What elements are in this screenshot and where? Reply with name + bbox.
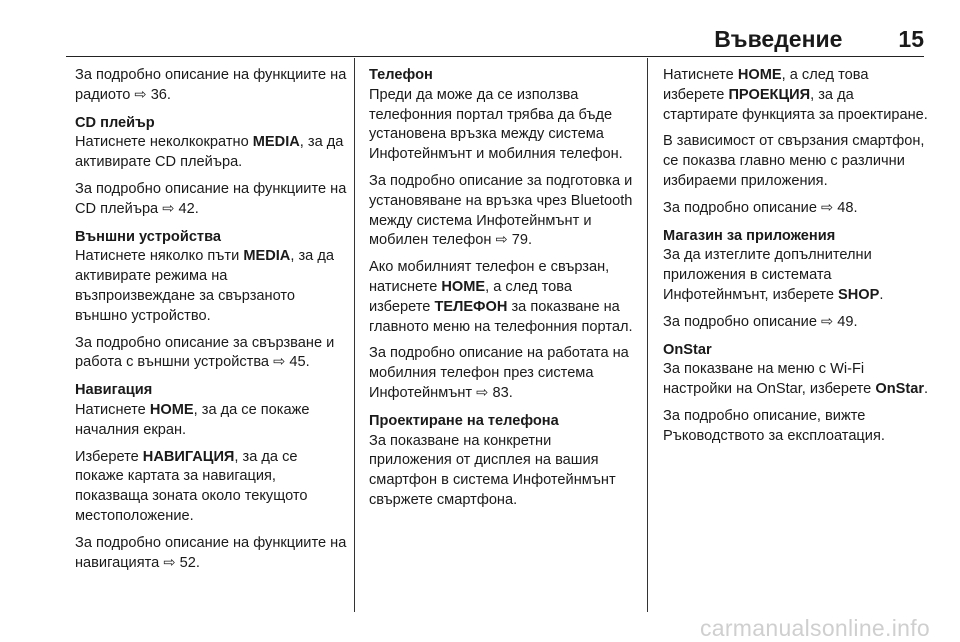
page-reference-link[interactable]: 83: [492, 384, 509, 401]
paragraph-projection-ref: За подробно описание ⇨ 48.: [663, 199, 858, 216]
paragraph-phone-connected: Ако мобилният телефон е свързан, натиснете HOME, а след това изберете ТЕЛЕФОН за показване на главното меню на телефонния портал.: [369, 259, 633, 335]
paragraph-radio-ref: За подробно описание на функциите на радиото ⇨ 36.: [75, 67, 347, 103]
column-1: [75, 66, 347, 580]
section-heading-phone: Телефон: [369, 67, 433, 83]
paragraph-external-devices: Натиснете няколко пъти MEDIA, за да активирате режима на възпроизвеждане за свързаното външно устройство.: [75, 248, 334, 324]
column-divider-2: [647, 58, 648, 612]
paragraph-cd-ref: За подробно описание на функциите на CD плейъра ⇨ 42.: [75, 180, 347, 217]
paragraph-phone: Преди да може да се използва телефонния портал трябва да бъде установена връзка между система Инфотейнмънт и мобилния телефон.: [369, 86, 623, 163]
arrow-ref-icon: ⇨: [495, 232, 508, 249]
arrow-ref-icon: ⇨: [821, 199, 834, 216]
section-heading-cd: CD плейър: [75, 114, 155, 131]
page-reference-link[interactable]: 36: [150, 86, 167, 103]
arrow-ref-icon: ⇨: [163, 554, 176, 571]
watermark: carmanualsonline.info: [699, 615, 930, 641]
paragraph-projection-menu: В зависимост от свързания смартфон, се показва главно меню с различни избираеми приложения.: [663, 133, 925, 189]
column-divider-1: [354, 58, 355, 612]
section-heading-onstar: OnStar: [663, 341, 712, 358]
page-reference-link[interactable]: 79: [511, 232, 528, 249]
paragraph-projection-start: Натиснете HOME, а след това изберете ПРОЕКЦИЯ, за да стартирате функцията за проектиране.: [663, 67, 928, 123]
page-reference-link[interactable]: 48: [837, 199, 854, 216]
page-reference-link[interactable]: 49: [837, 313, 854, 330]
page-number: 15: [898, 26, 924, 52]
section-heading-external-devices: Външни устройства: [75, 228, 221, 245]
paragraph-phone-ref: За подробно описание за подготовка и установяване на връзка чрез Bluetooth между система Инфотейнмънт и мобилен телефон ⇨ 79.: [369, 172, 633, 249]
arrow-ref-icon: ⇨: [134, 86, 147, 103]
page-header: [714, 26, 924, 53]
paragraph-onstar-manual: За подробно описание, вижте Ръководството за експлоатация.: [663, 407, 885, 444]
paragraph-app-shop-ref: За подробно описание ⇨ 49.: [663, 313, 858, 330]
column-2: [369, 66, 635, 518]
page-reference-link[interactable]: 52: [179, 554, 196, 571]
header-rule: [66, 56, 924, 57]
arrow-ref-icon: ⇨: [273, 354, 286, 371]
paragraph-navigation-2: Изберете НАВИГАЦИЯ, за да се покаже картата за навигация, показваща зоната около текущото местоположение.: [75, 448, 308, 524]
arrow-ref-icon: ⇨: [162, 200, 175, 217]
paragraph-onstar: За показване на меню с Wi-Fi настройки на OnStar, изберете OnStar.: [663, 361, 929, 398]
section-heading-app-shop: Магазин за приложения: [663, 227, 836, 244]
paragraph-app-shop: За да изтеглите допълнителни приложения в системата Инфотейнмънт, изберете SHOP.: [663, 247, 884, 303]
page-reference-link[interactable]: 42: [178, 200, 195, 217]
page-reference-link[interactable]: 45: [289, 354, 306, 371]
paragraph-navigation: Натиснете HOME, за да се покаже началния екран.: [75, 401, 310, 438]
arrow-ref-icon: ⇨: [476, 384, 489, 401]
paragraph-external-ref: За подробно описание за свързване и работа с външни устройства ⇨ 45.: [75, 334, 335, 371]
arrow-ref-icon: ⇨: [821, 313, 834, 330]
section-heading-phone-projection: Проектиране на телефона: [369, 412, 559, 429]
paragraph-navigation-ref: За подробно описание на функциите на навигацията ⇨ 52.: [75, 534, 347, 571]
paragraph-phone-projection: За показване на конкретни приложения от дисплея на вашия смартфон в система Инфотейнмънт свържете смартфона.: [369, 432, 616, 508]
paragraph-phone-ref-2: За подробно описание на работата на мобилния телефон през система Инфотейнмънт ⇨ 83.: [369, 345, 629, 401]
paragraph-cd: Натиснете неколкократно MEDIA, за да активирате CD плейъра.: [75, 134, 344, 171]
page-title: Въведение: [714, 26, 843, 52]
column-3: [663, 66, 931, 454]
section-heading-navigation: Навигация: [75, 382, 153, 399]
